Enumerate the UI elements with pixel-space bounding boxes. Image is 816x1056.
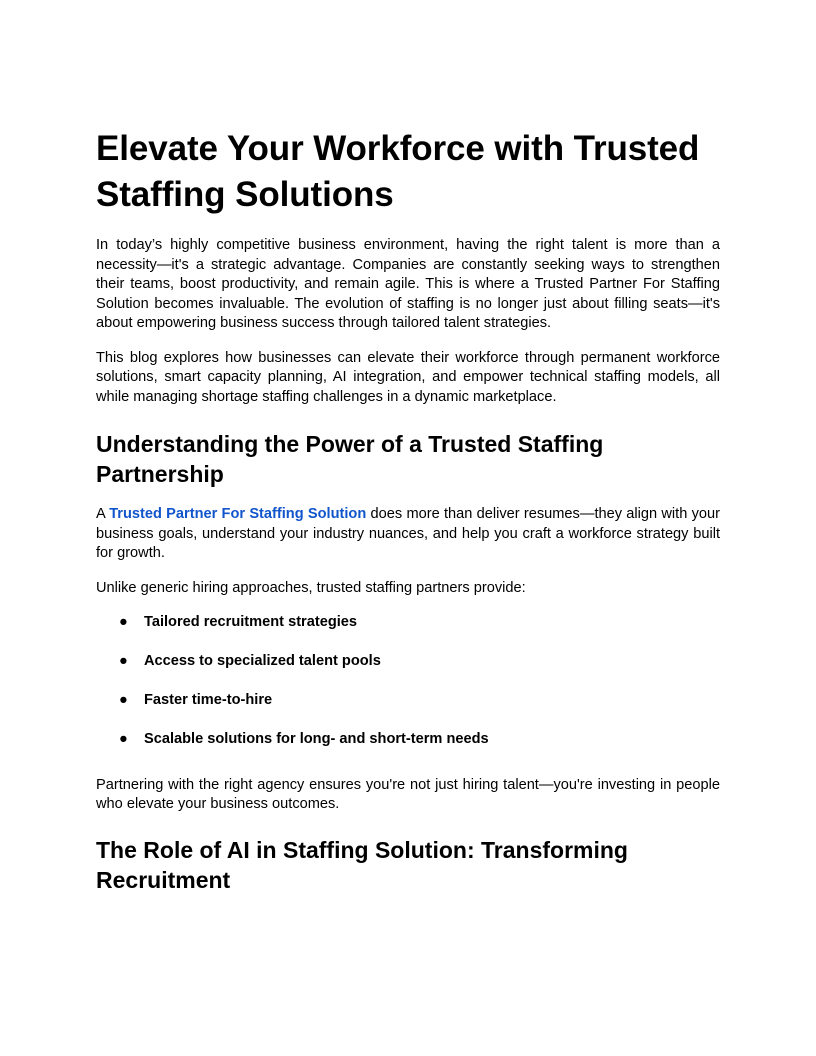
document-page [96,126,720,907]
page-title: Elevate Your Workforce with Trusted Staffing Solutions [96,129,700,214]
section-heading-staffing-partnership: Understanding the Power of a Trusted Staffing Partnership [96,431,604,487]
trusted-partner-link[interactable]: Trusted Partner For Staffing Solution [109,506,367,522]
section-heading-ai-staffing: The Role of AI in Staffing Solution: Transforming Recruitment [96,836,628,893]
providers-intro-paragraph: Unlike generic hiring approaches, trusted staffing partners provide: [96,579,526,596]
partnership-paragraph-suffix: does more than deliver resumes—they align with your business goals, understand your industry nuances, and help you craft a workforce strategy built for growth. [96,506,720,561]
list-item-text: Tailored recruitment strategies [144,614,358,630]
bullet-icon: ● [119,731,128,747]
list-item [96,652,720,672]
bullet-icon: ● [119,653,128,669]
intro-paragraph-2: This blog explores how businesses can elevate their workforce through permanent workforce solutions, smart capacity planning, AI integration, and empower technical staffing models, all while managing shortage staffing challenges in a dynamic marketplace. [96,349,720,405]
list-item-text: Scalable solutions for long- and short-term needs [144,731,489,747]
partnering-paragraph: Partnering with the right agency ensures you're not just hiring talent—you're investing in people who elevate your business outcomes. [96,776,720,812]
bullet-icon: ● [119,614,128,630]
bullet-icon: ● [119,692,128,708]
list-item-text: Faster time-to-hire [144,692,273,708]
list-item [96,691,720,711]
partnership-paragraph-prefix: A [96,506,110,522]
list-item [96,613,720,633]
list-item-text: Access to specialized talent pools [144,653,381,669]
intro-paragraph-1: In today’s highly competitive business environment, having the right talent is more than a necessity—it's a strategic advantage. Companies are constantly seeking ways to strengthen their teams, boost productivity, and remain agile. This is where a Trusted Partner For Staffing Solution becomes invaluable. The evolution of staffing is no longer just about filling seats—it's about empowering business success through tailored talent strategies. [96,237,720,331]
benefits-list [96,613,720,750]
list-item [96,730,720,750]
partnership-paragraph [96,505,720,564]
